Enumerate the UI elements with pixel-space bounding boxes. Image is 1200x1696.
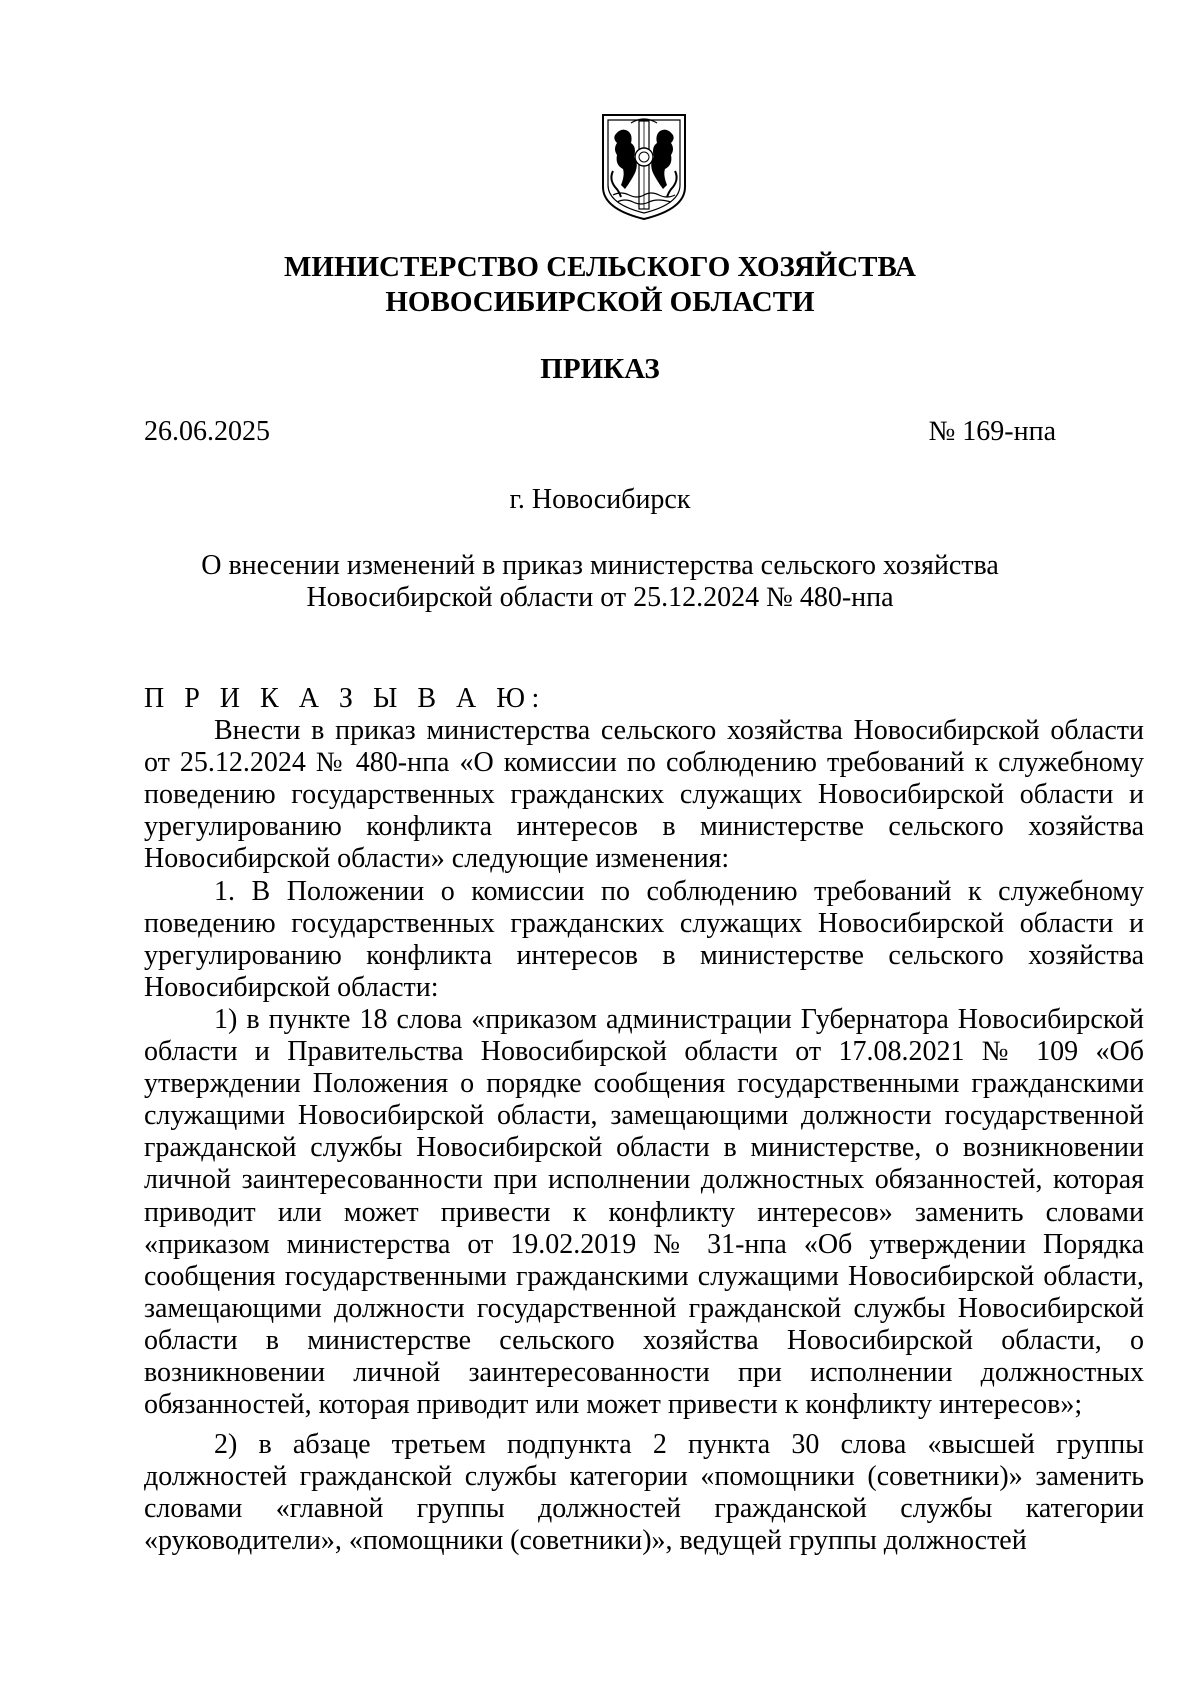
order-word: П Р И К А З Ы В А Ю: (144, 683, 546, 714)
ministry-name-line2: НОВОСИБИРСКОЙ ОБЛАСТИ (385, 286, 815, 318)
body-paragraph: Внести в приказ министерства сельского хозяйства Новосибирской области от 25.12.2024 № 480-нпа «О комиссии по соблюдению требований к служебному поведению государственных гражданских служащих Новосибирской области и урегулированию конфликта интересов в министерстве сельского хозяйства Новосибирской области» следующие изменения: (144, 715, 1144, 875)
document-date: 26.06.2025 (144, 416, 270, 447)
body-paragraph: 1) в пункте 18 слова «приказом администрации Губернатора Новосибирской области и Правительства Новосибирской области от 17.08.2021 № 109 «Об утверждении Положения о порядке сообщения государственными гражданскими служащими Новосибирской области, замещающими должности государственной гражданской службы Новосибирской области в министерстве, о возникновении личной заинтересованности при исполнении должностных обязанностей, которая приводит или может привести к конфликту интересов» заменить словами «приказом министерства от 19.02.2019 № 31-нпа «Об утверждении Порядка сообщения государственными гражданскими служащими Новосибирской области, замещающими должности государственной гражданской службы Новосибирской области в министерстве сельского хозяйства Новосибирской области, о возникновении личной заинтересованности при исполнении должностных обязанностей, которая приводит или может привести к конфликту интересов»; (144, 1003, 1144, 1421)
document-type: ПРИКАЗ (540, 353, 660, 385)
ministry-name-line1: МИНИСТЕРСТВО СЕЛЬСКОГО ХОЗЯЙСТВА (284, 251, 916, 283)
document-city: г. Новосибирск (509, 484, 691, 515)
novosibirsk-coat-of-arms-icon (601, 113, 687, 221)
body-paragraph: 2) в абзаце третьем подпункта 2 пункта 30 слова «высшей группы должностей гражданской службы категории «помощники (советники)» заменить словами «главной группы должностей гражданской службы категории «руководители», «помощники (советники)», ведущей группы должностей (144, 1429, 1144, 1557)
document-subject-line1: О внесении изменений в приказ министерства сельского хозяйства (201, 550, 999, 581)
document-number: № 169-нпа (928, 416, 1056, 447)
document-subject (0, 550, 1200, 614)
document-subject-line2: Новосибирской области от 25.12.2024 № 480-нпа (306, 582, 894, 613)
body-paragraph: 1. В Положении о комиссии по соблюдению требований к служебному поведению государственных гражданских служащих Новосибирской области и урегулированию конфликта интересов в министерстве сельского хозяйства Новосибирской области: (144, 875, 1144, 1003)
document-body (144, 683, 1144, 1558)
ministry-name (0, 250, 1200, 320)
